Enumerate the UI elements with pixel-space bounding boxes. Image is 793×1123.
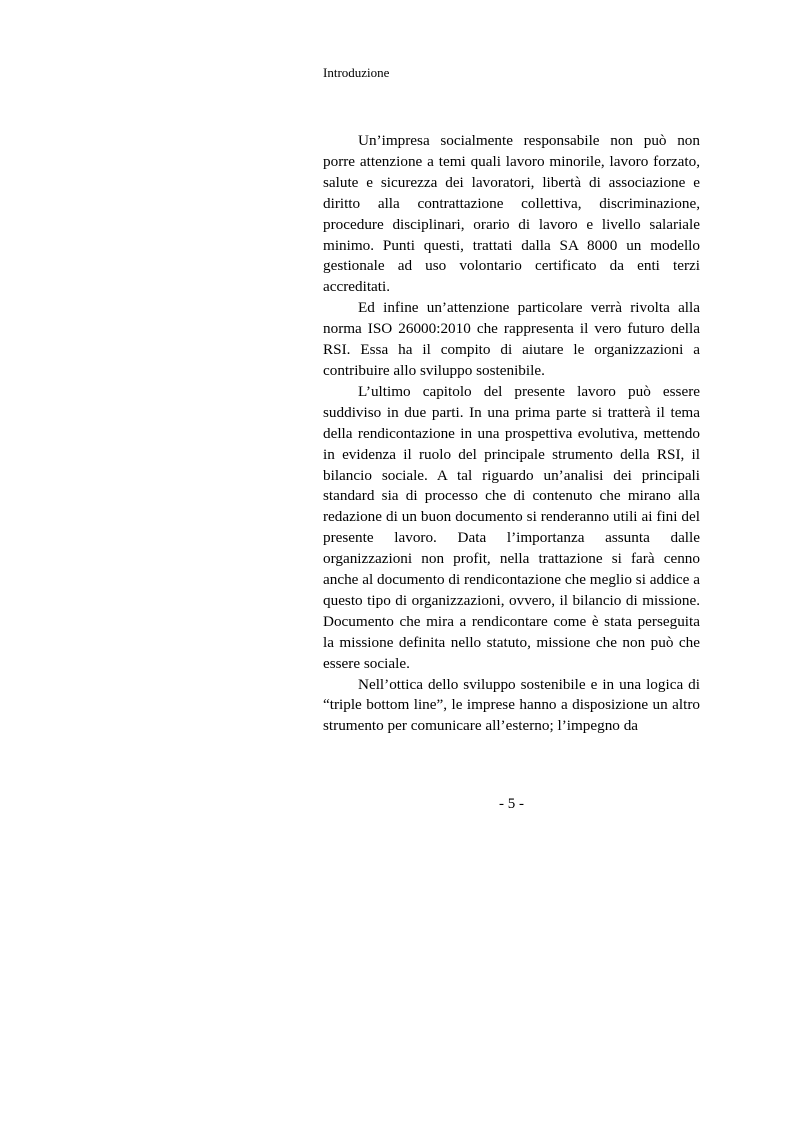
page-number: - 5 - <box>499 796 524 812</box>
paragraph-4: Nell’ottica dello sviluppo sostenibile e in una logica di “triple bottom line”, le imprese hanno a disposizione un altro strumento per comunicare all’esterno; l’impegno da <box>323 675 700 735</box>
paragraph-2: Ed infine un’attenzione particolare verrà rivolta alla norma ISO 26000:2010 che rappresenta il vero futuro della RSI. Essa ha il compito di aiutare le organizzazioni a contribuire allo sviluppo sostenibile. <box>323 299 700 379</box>
body-text <box>323 131 700 737</box>
running-header-section-title: Introduzione <box>323 65 390 80</box>
paragraph-3: L’ultimo capitolo del presente lavoro può essere suddiviso in due parti. In una prima parte si tratterà il tema della rendicontazione in una prospettiva evolutiva, mettendo in evidenza il ruolo del principale strumento della RSI, il bilancio sociale. A tal riguardo un’analisi dei principali standard sia di processo che di contenuto che mirano alla redazione di un buon documento si renderanno utili ai fini del presente lavoro. Data l’importanza assunta dalle organizzazioni non profit, nella trattazione si farà cenno anche al documento di rendicontazione che meglio si addice a questo tipo di organizzazioni, ovvero, il bilancio di missione. Documento che mira a rendicontare come è stata perseguita la missione definita nello statuto, missione che non può che essere sociale. <box>323 382 700 672</box>
paragraph-1: Un’impresa socialmente responsabile non può non porre attenzione a temi quali lavoro minorile, lavoro forzato, salute e sicurezza dei lavoratori, libertà di associazione e diritto alla contrattazione collettiva, discriminazione, procedure disciplinari, orario di lavoro e livello salariale minimo. Punti questi, trattati dalla SA 8000 un modello gestionale ad uso volontario certificato da enti terzi accreditati. <box>323 132 700 296</box>
